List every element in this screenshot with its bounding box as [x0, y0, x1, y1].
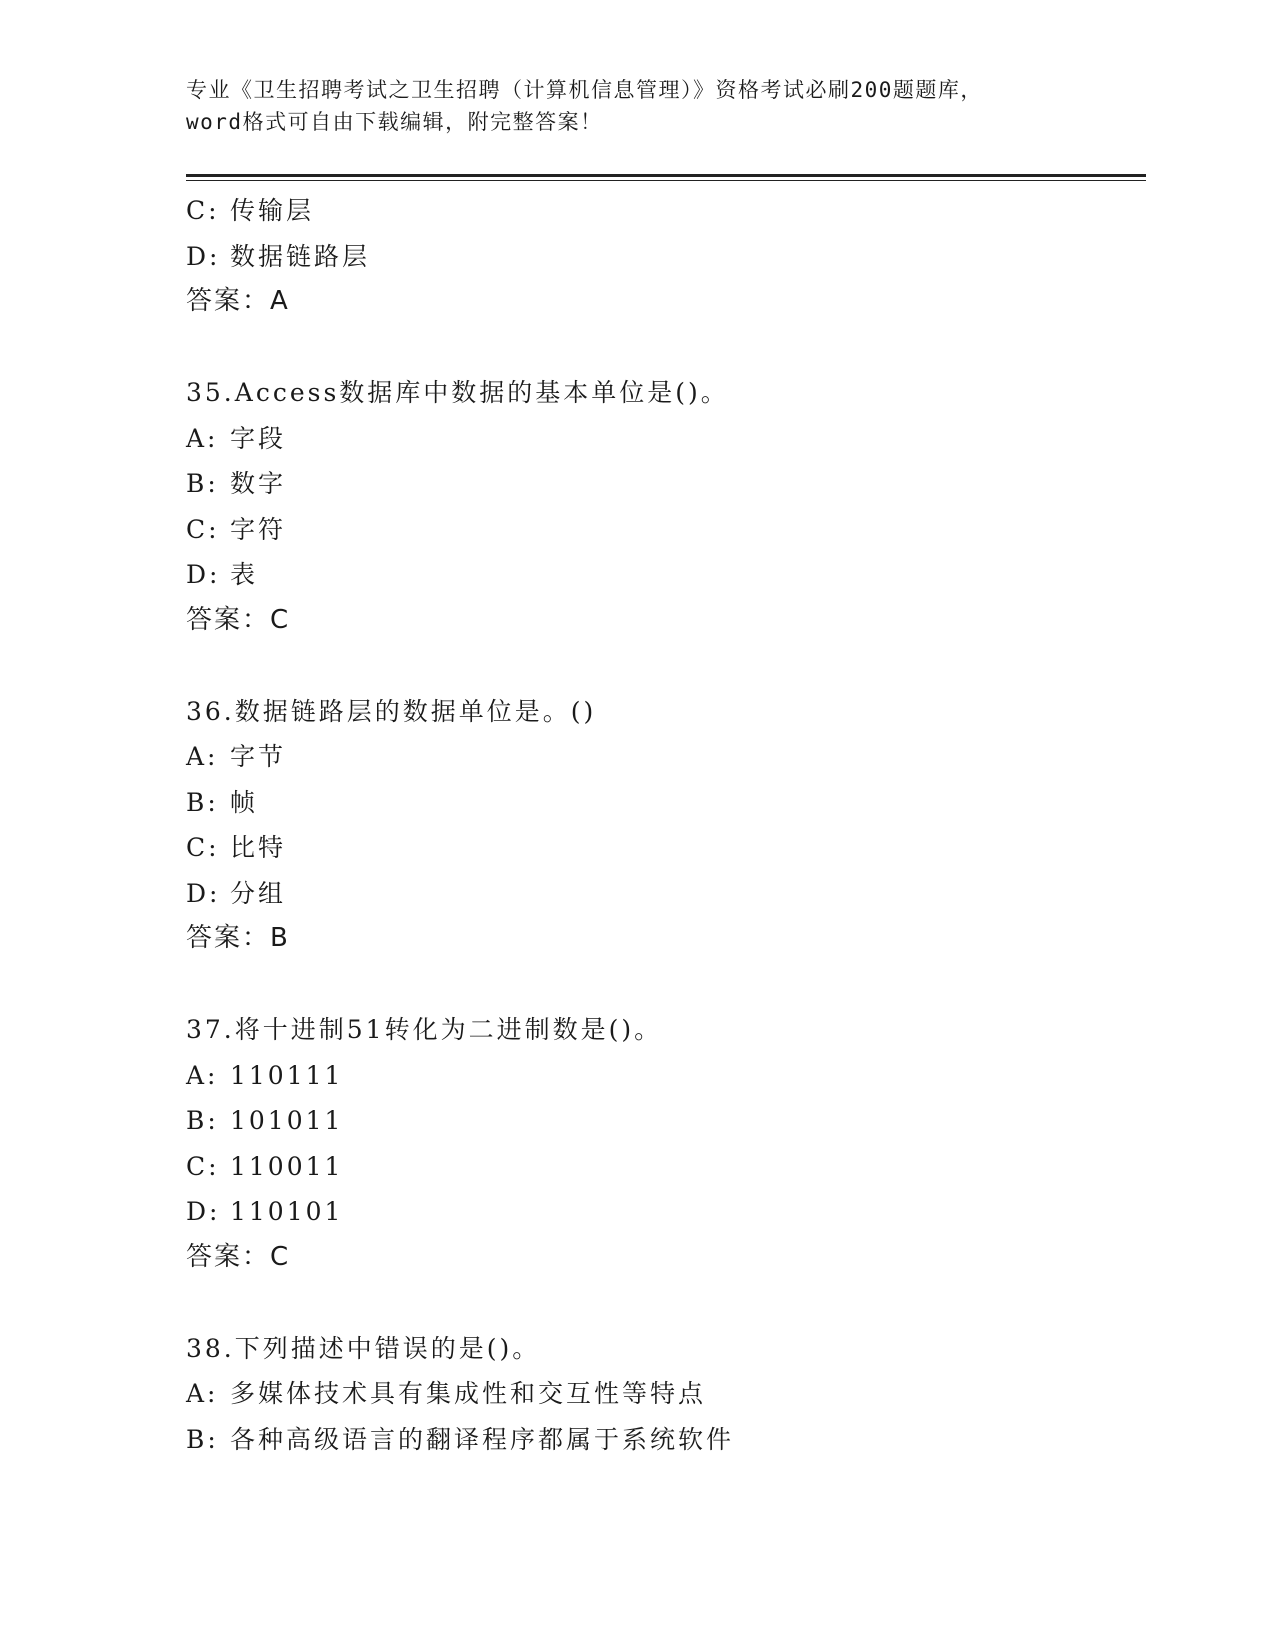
option-text: 分组 — [230, 878, 287, 908]
question-list — [186, 188, 1146, 1462]
option-a — [186, 1371, 1146, 1417]
option-a — [186, 416, 1146, 462]
question-36 — [186, 689, 1146, 962]
answer-line: 答案：C — [186, 604, 291, 635]
option-a — [186, 734, 1146, 780]
option-label: C: — [186, 514, 220, 544]
option-text: 各种高级语言的翻译程序都属于系统软件 — [230, 1424, 735, 1454]
question-38 — [186, 1326, 1146, 1463]
question-stem: 35.Access数据库中数据的基本单位是()。 — [186, 378, 729, 407]
header-title-line-2: word格式可自由下载编辑，附完整答案！ — [186, 110, 603, 134]
option-label: A: — [186, 742, 219, 771]
option-label: C: — [186, 833, 220, 862]
question-stem: 37.将十进制51转化为二进制数是()。 — [186, 1015, 663, 1044]
option-text: 110011 — [230, 1151, 344, 1181]
option-label: B: — [186, 469, 219, 498]
option-text: 110111 — [230, 1060, 344, 1090]
option-b — [186, 1098, 1146, 1144]
option-label: A: — [186, 423, 219, 453]
option-d — [186, 234, 1146, 280]
question-stem: 36.数据链路层的数据单位是。() — [186, 696, 597, 726]
option-text: 数字 — [230, 469, 287, 498]
option-b — [186, 461, 1146, 507]
question-stem: 38.下列描述中错误的是()。 — [186, 1333, 541, 1363]
option-c — [186, 825, 1146, 871]
question-34-continued — [186, 188, 1146, 325]
document-header — [186, 74, 1086, 138]
option-c — [186, 188, 1146, 234]
question-37 — [186, 1007, 1146, 1280]
option-text: 字段 — [230, 423, 287, 453]
option-label: C: — [186, 1151, 220, 1181]
option-text: 字符 — [230, 514, 287, 544]
header-divider-thick — [186, 174, 1146, 177]
option-text: 比特 — [230, 833, 287, 862]
option-label: A: — [186, 1379, 219, 1408]
option-d — [186, 552, 1146, 598]
answer-line: 答案：A — [186, 286, 290, 316]
option-label: D: — [186, 1197, 221, 1226]
option-text: 多媒体技术具有集成性和交互性等特点 — [230, 1379, 707, 1408]
option-label: B: — [186, 1106, 219, 1135]
option-b — [186, 1417, 1146, 1463]
option-c — [186, 1144, 1146, 1190]
option-label: A: — [186, 1060, 219, 1090]
option-label: D: — [186, 241, 221, 271]
option-label: B: — [186, 787, 219, 817]
answer-line: 答案：C — [186, 1241, 291, 1272]
option-d — [186, 871, 1146, 917]
option-d — [186, 1189, 1146, 1235]
option-text: 字节 — [230, 742, 287, 771]
option-b — [186, 780, 1146, 826]
option-label: C: — [186, 196, 220, 225]
option-c — [186, 507, 1146, 553]
option-a — [186, 1053, 1146, 1099]
header-divider-thin — [186, 180, 1146, 181]
option-text: 帧 — [230, 787, 259, 817]
header-title-line-1: 专业《卫生招聘考试之卫生招聘（计算机信息管理）》资格考试必刷200题题库， — [186, 78, 983, 102]
option-text: 110101 — [230, 1197, 344, 1226]
option-label: B: — [186, 1424, 219, 1454]
option-text: 传输层 — [230, 196, 315, 225]
option-text: 数据链路层 — [230, 241, 371, 271]
option-text: 101011 — [230, 1106, 344, 1135]
option-label: D: — [186, 560, 221, 589]
option-label: D: — [186, 878, 221, 908]
question-35 — [186, 370, 1146, 643]
option-text: 表 — [230, 560, 259, 589]
answer-line: 答案：B — [186, 923, 290, 953]
